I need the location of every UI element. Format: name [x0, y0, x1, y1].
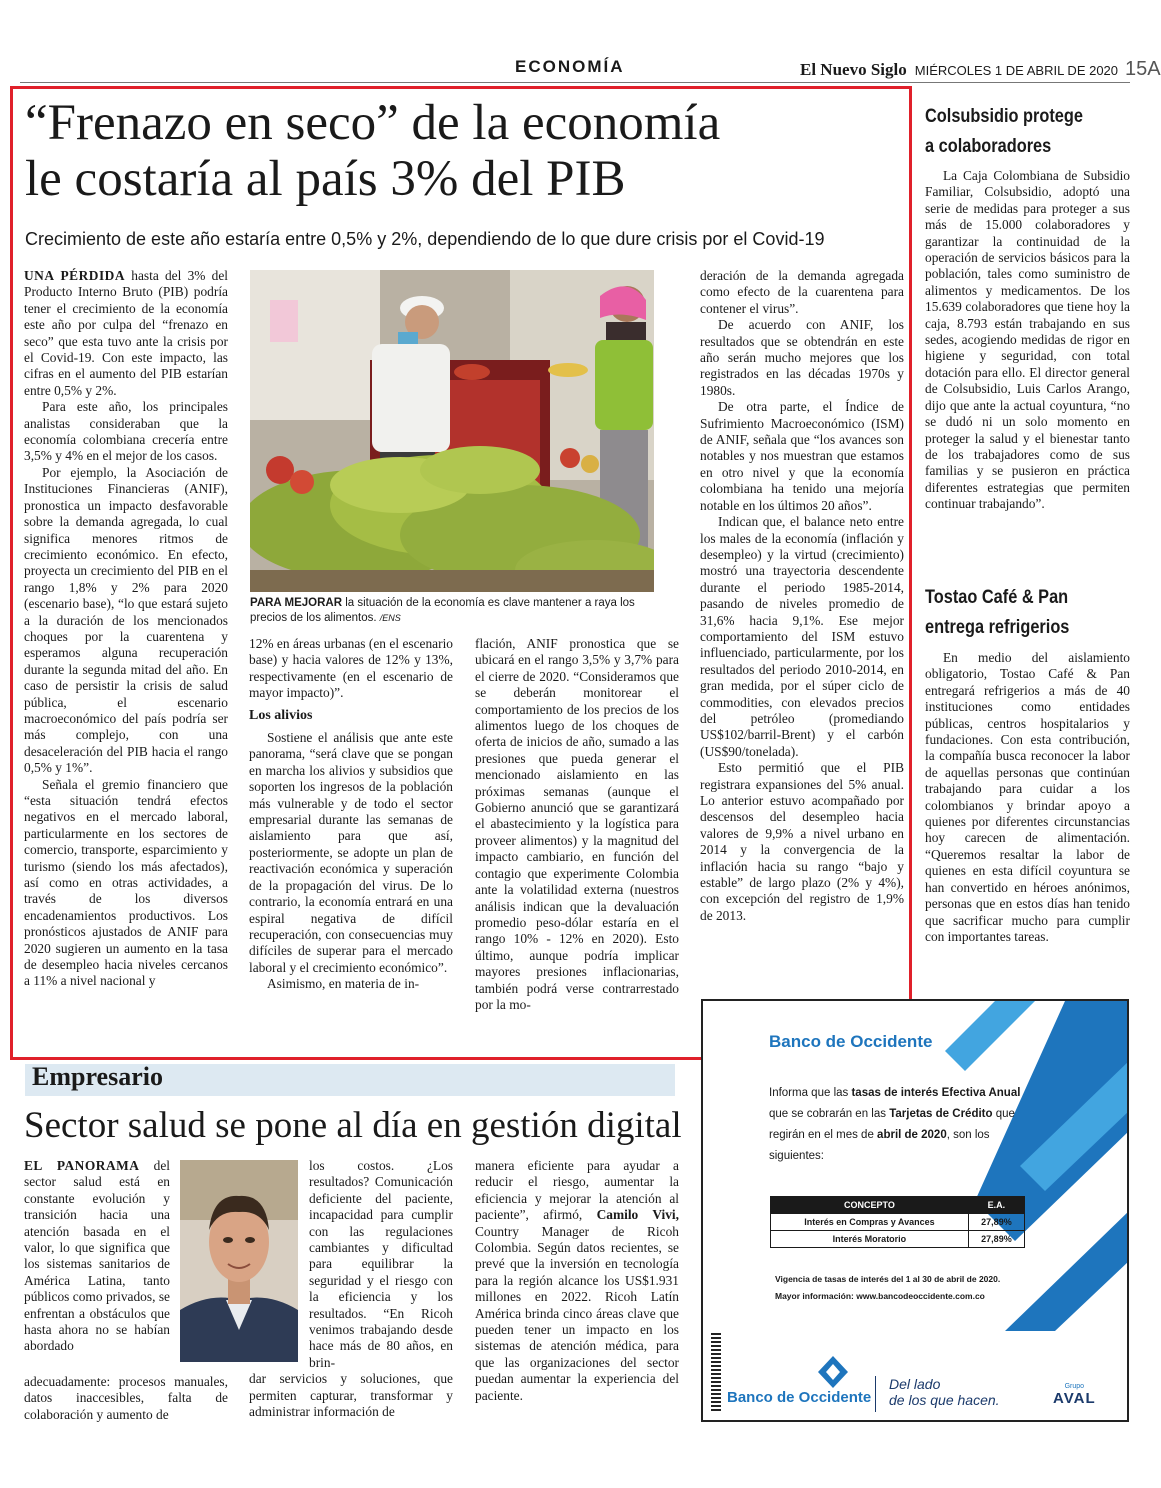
info-label: Mayor información: — [775, 1291, 854, 1301]
slogan-line: Del lado — [889, 1376, 941, 1392]
validity-note: Vigencia de tasas de interés del 1 al 30 de abril de 2020. — [775, 1274, 1001, 1284]
empresario-column-1a — [24, 1158, 170, 1355]
sidebar-headline-line: Colsubsidio protege — [925, 106, 1083, 127]
article-headline — [25, 95, 905, 207]
empresario-column-1b — [24, 1374, 228, 1423]
sidebar-headline-line: entrega refrigerios — [925, 617, 1070, 638]
sidebar-headline-line: Tostao Café & Pan — [925, 587, 1069, 608]
section-label: ECONOMÍA — [515, 57, 625, 76]
quoted-person: Camilo Vivi, — [596, 1207, 679, 1223]
paragraph: Esto permitió que el PIB registrara expansiones del 5% anual. Lo anterior estuvo acompañado por descensos del desempleo hacia valores de 9,9% a nivel urbano en 2014 y la convergencia de la inflación hacia su rango “bajo y estable” de largo plazo (2% y 4%), con excepción del registro de 1,9% de 2013. — [700, 760, 904, 923]
rate-value: 27,89% — [968, 1214, 1024, 1231]
page-number: 15A — [1125, 58, 1161, 80]
paragraph: La Caja Colombiana de Subsidio Familiar, Colsubsidio, adoptó una serie de medidas para proteger a sus más de 15.000 colaboradores y garantizar la continuidad de la operación de servicios básicos para la población, tales como suministro de alimentos y medicamentos. De los 15.639 colaboradores que tiene hoy la caja, 8.793 están trabajando en sus sedes, acogiendo medidas de rigor en higiene y seguridad, con total dotación para ello. El director general de Colsubsidio, Luis Carlos Arango, dijo que ante la actual coyuntura, “no se dudó ni un solo momento en proteger la salud y el bienestar tanto de los trabajadores como de sus familias y se pusieron en práctica diferentes estrategias que permiten continuar trabajando”. — [925, 168, 1130, 512]
photo-credit: /ENS — [379, 613, 401, 623]
paragraph: Sostiene el análisis que ante este panorama, “será clave que se pongan en marcha los alivios y subsidios que soporten los ingresos de la población más vulnerable y de todo el sector empresarial durante las semanas de aislamiento para que así, posteriormente, se adopte un plan de reactivación económica y superación de la propagación del virus. De lo contrario, la economía entrará en una espiral negativa de difícil recuperación, con consecuencias muy difíciles de superar para el mercado laboral y el crecimiento económico”. — [249, 730, 453, 975]
caption-text: la situación de la economía es clave mantener a raya los precios de los alimentos. — [250, 597, 635, 624]
ad-text-bold: Tarjetas de Crédito — [889, 1108, 993, 1120]
article-column-1 — [24, 268, 228, 990]
info-url: www.bancodeoccidente.com.co — [856, 1291, 985, 1301]
bank-logo-name: Banco de Occidente — [727, 1389, 872, 1406]
slogan-line: de los que hacen. — [889, 1392, 1000, 1408]
sidebar-story-tostao — [925, 650, 1130, 945]
paragraph: Asimismo, en materia de in- — [267, 976, 420, 992]
paragraph: los costos. ¿Los resultados? Comunicación deficiente del paciente, incapacidad para cumplir con las regulaciones cambiantes y dificultad para equilibrar la seguridad y el riesgo con la eficiencia y los resultados. “En Ricoh venimos trabajando desde hace más de 80 años, en brin- — [309, 1158, 453, 1370]
sidebar-headline-tostao — [925, 583, 1161, 643]
table-row — [771, 1214, 1025, 1231]
rates-header-concepto: CONCEPTO — [771, 1197, 969, 1214]
paragraph: flación, ANIF pronostica que se ubicará en el rango 3,5% y 3,7% para el cierre de 2020. “Consideramos que se deberán monitorear el comportamiento de los precios de los alimentos luego de los choques de oferta de inicios de año, sumado a las presiones que pueda generar el mencionado aislamiento en las próximas semanas (aunque el Gobierno anunció que se garantizará el abastecimiento y la logística para proveer alimentos) y la magnitud del impacto cambiario, en función del contagio que experimente Colombia ante la volatilidad externa (nuestros análisis indican que la devaluación promedio peso-dólar estaría en el rango 10% - 12% en 2020). Esto último, aunque podría implicar mayores presiones inflacionarias, también podrá verse contrarrestado por la mo- — [475, 636, 679, 1012]
headline-line-1: “Frenazo en seco” de la economía — [25, 95, 721, 151]
ad-text-bold: tasas de interés Efectiva Anual — [851, 1087, 1021, 1099]
paragraph: dar servicios y soluciones, que permiten capturar, transformar y administrar información de — [249, 1371, 453, 1420]
ad-intro-text — [769, 1083, 1024, 1167]
paragraph: deración de la demanda agregada como efecto de la cuarentena para contener el virus”. — [700, 268, 904, 316]
bank-advertisement — [701, 999, 1129, 1422]
paragraph: Para este año, los principales analistas consideraban que la economía colombiana crecería entre 3,5% y 4% en el mejor de los casos. — [24, 399, 228, 464]
ad-text: , son los siguientes: — [769, 1129, 990, 1162]
paragraph: manera eficiente para ayudar a reducir el riesgo, aumentar la eficiencia y mejorar la atención al paciente”, afirmó, — [475, 1158, 679, 1223]
paragraph: adecuadamente: procesos manuales, datos inaccesibles, falta de colaboración y aumento de — [24, 1374, 228, 1422]
barcode-strip — [711, 1331, 721, 1411]
section-subhead: Los alivios — [249, 707, 313, 723]
bank-logo-icon — [818, 1356, 848, 1388]
rates-header-ea: E.A. — [968, 1197, 1024, 1214]
sidebar-headline-line: a colaboradores — [925, 136, 1052, 157]
grupo-aval-logo — [1053, 1383, 1096, 1407]
photo-caption — [250, 596, 670, 626]
empresario-headline: Sector salud se pone al día en gestión digital — [24, 1105, 682, 1146]
paragraph: Country Manager de Ricoh Colombia. Según datos recientes, se prevé que la inversión en tecnología para la región alcance los US$1.931 millones en 2022. Ricoh Latín América brinda cinco áreas clave que pueden tener un impacto en los sistemas de atención médica, para que las organizaciones del sector puedan aumentar la experiencia del paciente. — [475, 1223, 679, 1403]
group-small-label: Grupo — [1064, 1383, 1085, 1390]
rate-concept: Interés en Compras y Avances — [771, 1214, 969, 1231]
paragraph: hasta del 3% del Producto Interno Bruto (PIB) podría tener el crecimiento de la economía este año por culpa del “frenazo en seco” que esta tuvo ante la crisis por el Covid-19. Con este impacto, las cifras en el aumento del PIB estarían entre 0,5% y 2%. — [24, 268, 229, 398]
market-vendor-photo — [250, 270, 654, 592]
header-rule — [20, 82, 1130, 83]
paragraph: del sector salud está en constante evolución y transición hacia una atención basada en el valor, lo que significa que los sistemas sanitarios de América Latina, tanto públicos como privados, se enfrentan a obstáculos que hasta ahora no se habían abordado — [24, 1158, 170, 1354]
empresario-column-2 — [249, 1158, 453, 1421]
lead-in: UNA PÉRDIDA — [24, 268, 126, 283]
paragraph: En medio del aislamiento obligatorio, Tostao Café & Pan entregará refrigerios a más de 40 instituciones como entidades públicas, centros hospitalarios y fundaciones. Con esta contribución, la compañía busca reconocer la labor de aquellas personas que continúan trabajando para cuidar a los colombianos y brindar apoyo a quienes por diferentes circunstancias hoy carecen de alimentación. “Queremos resaltar la labor de quienes en esta difícil coyuntura se han convertido en héroes anónimos, personas que en estos días han tenido que sacrificar mucho para cumplir con importantes tareas. — [925, 650, 1130, 944]
ad-text: Informa que las — [769, 1087, 849, 1099]
headline-line-2: le costaría al país 3% del PIB — [25, 151, 626, 207]
rate-value: 27,89% — [968, 1231, 1024, 1248]
article-column-4 — [700, 268, 904, 924]
group-name: AVAL — [1053, 1390, 1096, 1407]
table-row — [771, 1231, 1025, 1248]
rates-table — [770, 1196, 1025, 1248]
ad-text: que regirán en el mes de — [769, 1108, 1015, 1141]
sidebar-story-colsubsidio — [925, 168, 1130, 513]
bank-slogan — [889, 1376, 1000, 1408]
logo-divider — [875, 1376, 876, 1412]
bank-name: Banco de Occidente — [769, 1032, 933, 1051]
article-column-3 — [475, 636, 679, 1013]
rate-concept: Interés Moratorio — [771, 1231, 969, 1248]
issue-date: MIÉRCOLES 1 DE ABRIL DE 2020 — [914, 63, 1119, 78]
empresario-column-3 — [475, 1158, 679, 1404]
ad-footnote — [775, 1271, 1095, 1305]
article-column-2 — [249, 636, 453, 993]
paragraph: 12% en áreas urbanas (en el escenario base) y hacia valores de 12% y 13%, respectivamente (en el escenario de mayor impacto)”. — [249, 636, 453, 701]
ad-text: que se cobrarán en las — [769, 1108, 886, 1120]
sidebar-headline-colsubsidio — [925, 102, 1161, 162]
masthead — [800, 58, 1161, 81]
newspaper-name: El Nuevo Siglo — [800, 60, 907, 79]
paragraph: De otra parte, el Índice de Sufrimiento Macroeconómico (ISM) de ANIF, señala que “los avances son notables y nos muestran que estamos en otro nivel y que la economía colombiana ha tenido una mejoría notable en los últimos 20 años”. — [700, 399, 904, 513]
paragraph: Señala el gremio financiero que “esta situación tendrá efectos negativos en el mercado laboral, particularmente en los sectores de comercio, transporte, esparcimiento y turismo (siendo los más afectados), así como en otras actividades, a través de los diversos encadenamientos productivos. Los pronósticos ajustados de ANIF para 2020 sugieren un aumento en la tasa de desempleo hacia niveles cercanos a 11% a nivel nacional y — [24, 776, 228, 989]
paragraph: De acuerdo con ANIF, los resultados que se obtendrán en este año serán mucho mejores que los registrados en las décadas 1970s y 1980s. — [700, 317, 904, 398]
caption-lead: PARA MEJORAR — [250, 597, 343, 609]
empresario-label: Empresario — [32, 1062, 163, 1091]
ad-text-bold: abril de 2020 — [877, 1129, 947, 1141]
paragraph: Por ejemplo, la Asociación de Instituciones Financieras (ANIF), pronostica un impacto desfavorable sobre la demanda agregada, lo cual significa menores ritmos de crecimiento económico. En efecto, proyecta un crecimiento del PIB en el rango 1,8% y 2% para 2020 (escenario base), “lo que estará sujeto a la duración de los mencionados choques por la cuarentena y esperamos alguna recuperación durante la segunda mitad del año. En caso de persistir la crisis de salud pública, el escenario macroeconómico del país podría ser más complejo, con una desaceleración del PIB hacia el rango 0,5% y 1%”. — [24, 464, 228, 776]
article-subhead: Crecimiento de este año estaría entre 0,5% y 2%, dependiendo de lo que dure crisis por el Covid-19 — [25, 229, 825, 249]
lead-in: EL PANORAMA — [24, 1158, 140, 1173]
paragraph: Indican que, el balance neto entre los males de la economía (inflación y desempleo) y la virtud (crecimiento) mostró una trayectoria descendente durante el periodo 1985-2014, pasando de niveles promedio de 31,6% hacia 9,1%. Ese mejor comportamiento del ISM estuvo influenciado, particularmente, por los resultados del periodo 2010-2014, en gran medida, por el súper ciclo de commodities, con elevados precios del petróleo (promediando US$102/barril-Brent) y el carbón (US$90/tonelada). — [700, 514, 904, 759]
